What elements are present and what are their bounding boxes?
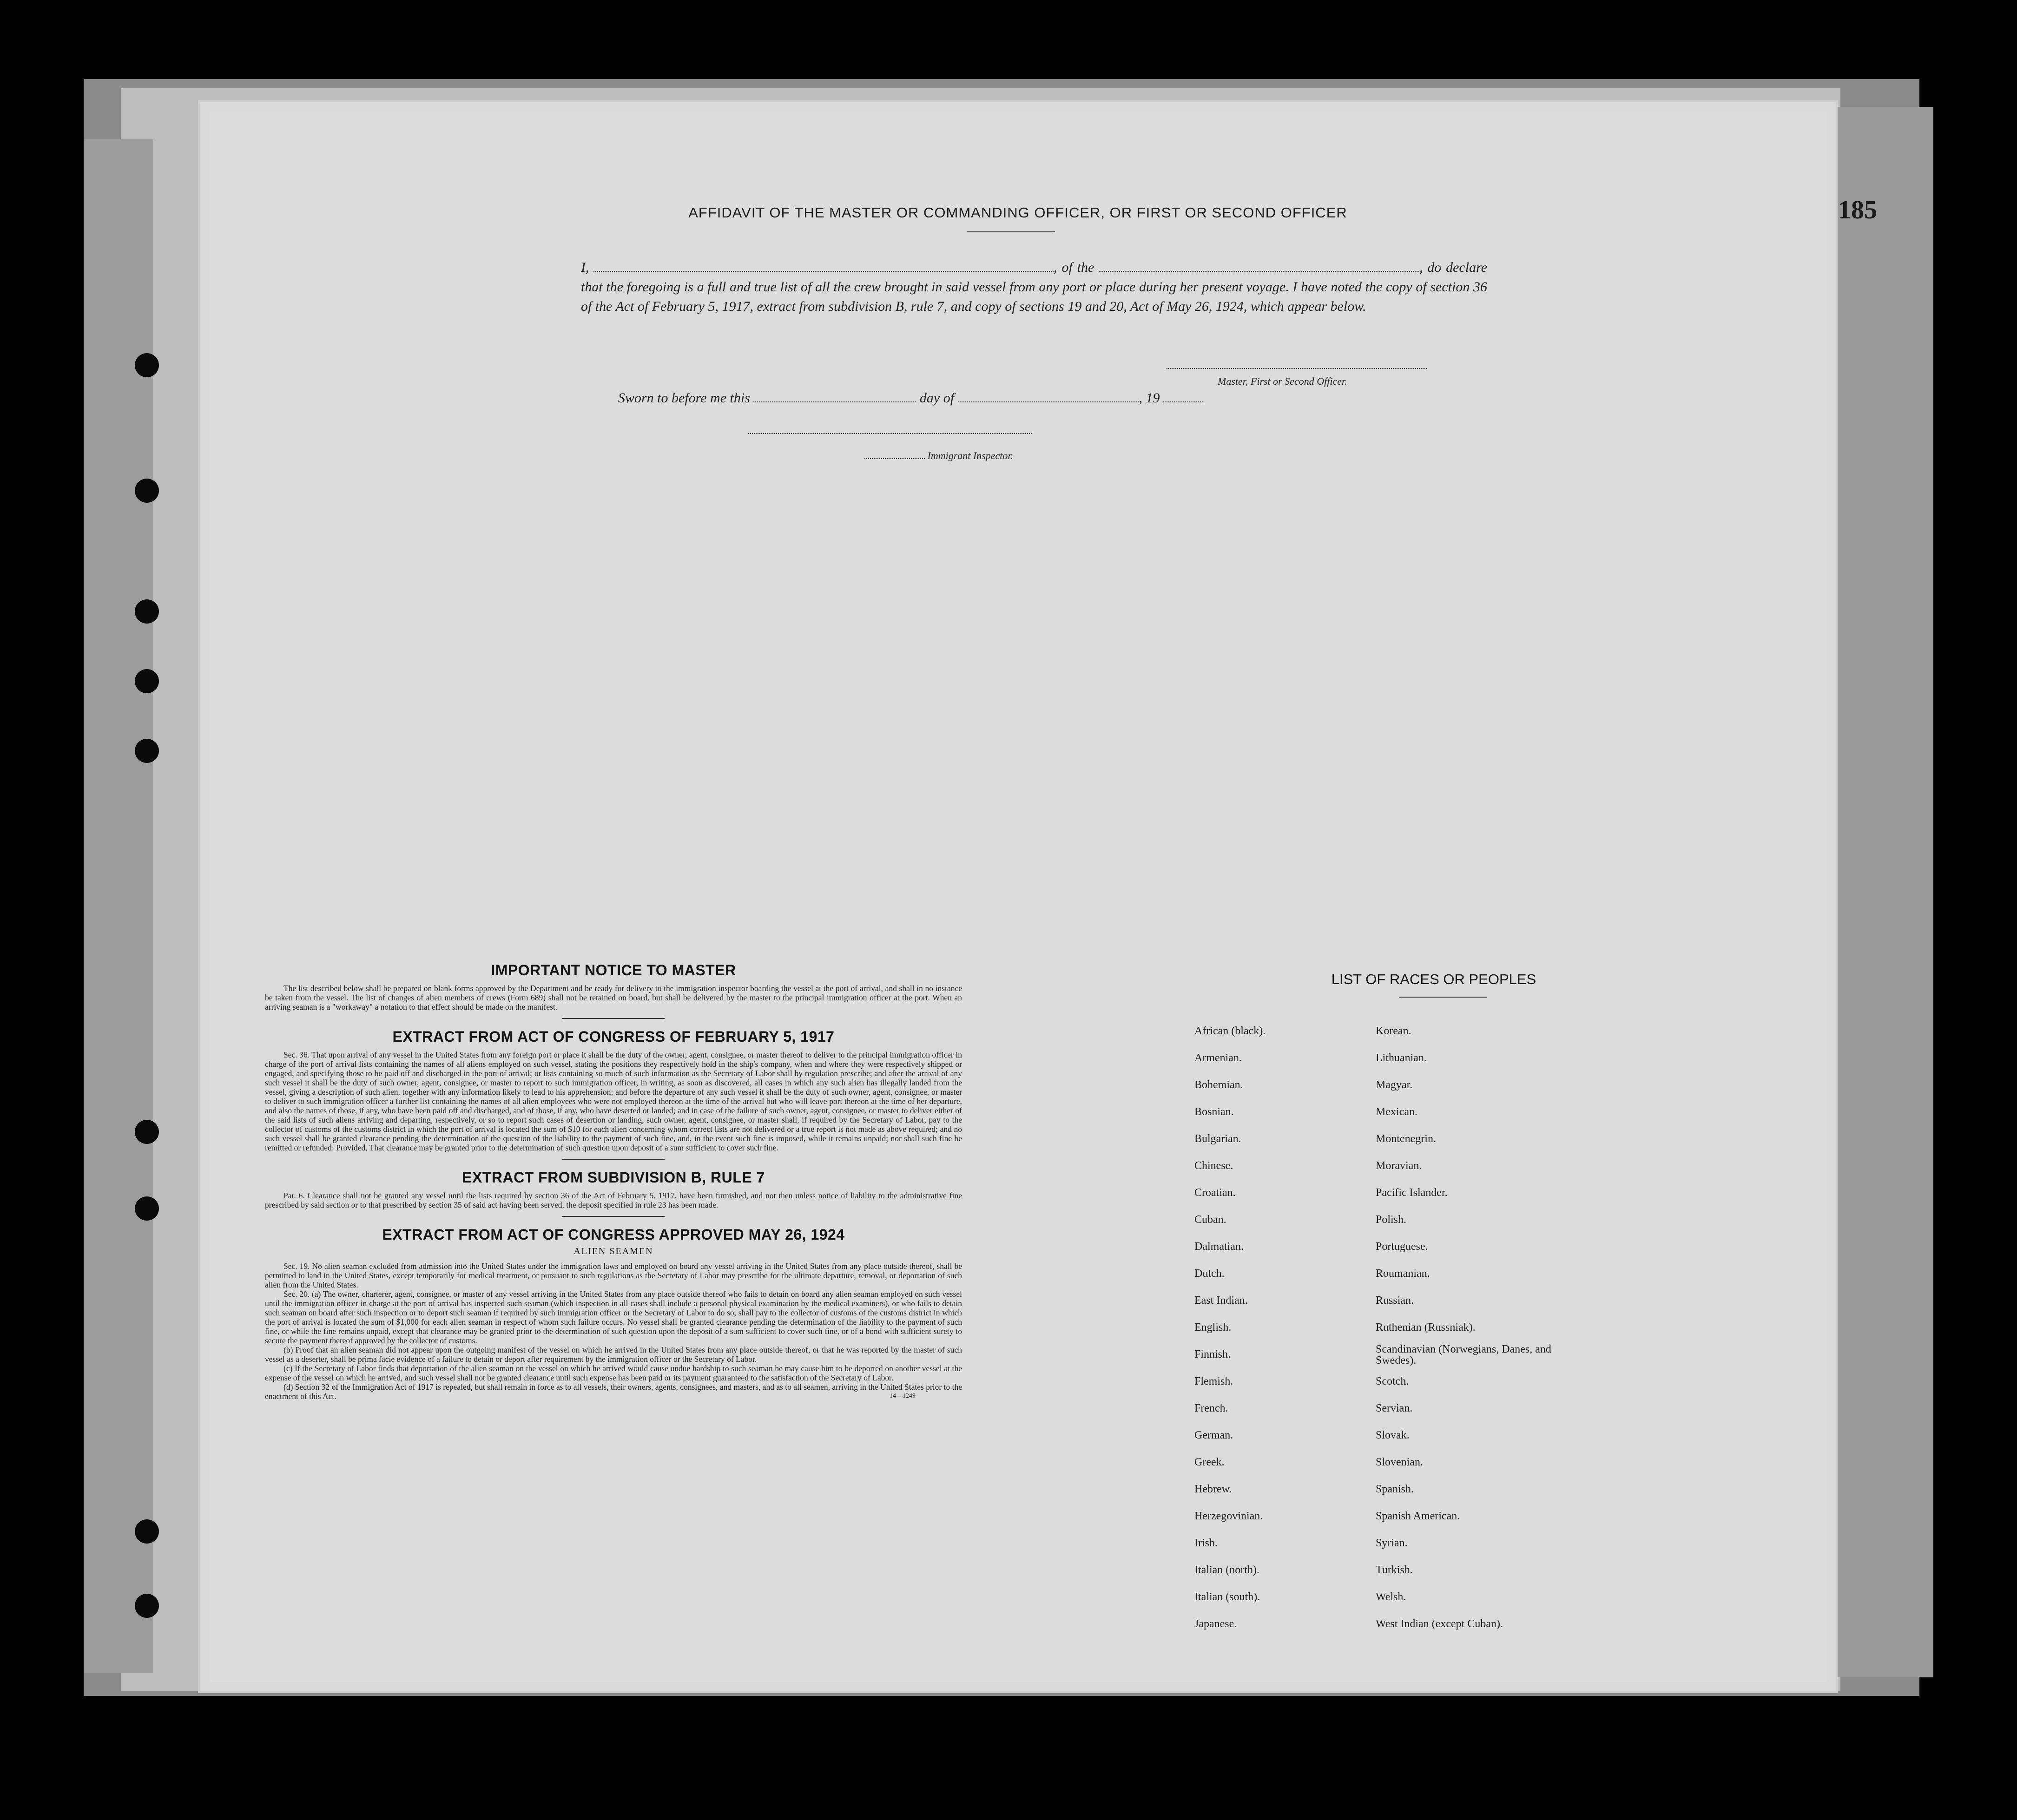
race-item: Ruthenian (Russniak). bbox=[1376, 1321, 1476, 1334]
affidavit-i: I, bbox=[581, 260, 589, 275]
notice-text bbox=[265, 984, 962, 1012]
race-item: Bosnian. bbox=[1194, 1106, 1234, 1118]
extract-1924-paragraph: Sec. 19. No alien seaman excluded from admission into the United States under the immigration laws and employed on board any vessel arriving in the United States from any place outside thereof, shall be permitted to land in the United States, except temporarily for medical treatment, or pursuant to such regulations as the Secretary of Labor may prescribe for the ultimate departure, removal, or deportation of such alien from the United States. bbox=[265, 1262, 962, 1289]
title-rule bbox=[967, 231, 1055, 232]
races-title-rule bbox=[1399, 997, 1487, 998]
races-left-column bbox=[1194, 1018, 1266, 1637]
binder-hole bbox=[135, 1594, 159, 1618]
master-signature-label: Master, First or Second Officer. bbox=[1218, 375, 1347, 387]
section-divider bbox=[562, 1018, 665, 1019]
race-item: Lithuanian. bbox=[1376, 1052, 1427, 1064]
binder-hole bbox=[135, 479, 159, 503]
form-code: 14—1249 bbox=[890, 1393, 916, 1399]
year-prefix: , 19 bbox=[1139, 390, 1160, 406]
day-of-label: day of bbox=[919, 390, 955, 406]
extract-1924-paragraph: Sec. 20. (a) The owner, charterer, agent, consignee, or master of any vessel arriving in the United States from any place outside thereof who fails to detain on board any alien seaman employed on such vessel until the immigration officer in charge at the port of arrival has inspected such seaman (which inspection in all cases shall include a personal physical examination by the medical examiners), or who fails to detain such seaman on board after such inspection or to deport such seaman if required by such immigration officer or the Secretary of Labor to do so, shall pay to the collector of customs of the customs district in which the port of arrival is located the sum of $1,000 for each alien seaman in respect of whom such failure occurs. No vessel shall be granted clearance pending the determination of the liability to the payment of such fine, or while the fine remains unpaid, except that clearance may be granted prior to the determination of such question upon the deposit of a sum sufficient to cover such fine, or of a bond with sufficient surety to secure the payment thereof approved by the collector of customs. bbox=[265, 1289, 962, 1345]
extract-1924-text bbox=[265, 1262, 962, 1401]
race-item: Servian. bbox=[1376, 1402, 1413, 1414]
race-item: Russian. bbox=[1376, 1294, 1414, 1307]
race-item: Polish. bbox=[1376, 1214, 1407, 1226]
race-item: Finnish. bbox=[1194, 1348, 1231, 1360]
sworn-before-label: Sworn to before me this bbox=[618, 390, 750, 406]
binder-hole bbox=[135, 599, 159, 624]
race-item: Greek. bbox=[1194, 1456, 1225, 1468]
race-item: Bulgarian. bbox=[1194, 1133, 1241, 1145]
race-item: Slovak. bbox=[1376, 1429, 1410, 1441]
race-item: Bohemian. bbox=[1194, 1079, 1243, 1091]
race-item: Croatian. bbox=[1194, 1187, 1236, 1199]
race-item: Portuguese. bbox=[1376, 1241, 1428, 1253]
notice-paragraph: The list described below shall be prepared on blank forms approved by the Department and be ready for delivery to the immigration inspector boarding the vessel at the port of arrival, and shall in no instance be taken from the vessel. The list of changes of alien members of crews (Form 689) shall not be retained on board, but shall be delivered by the master to the principal immigration officer at the port. When an arriving seaman is a "workaway" a notation to that effect should be made on the manifest. bbox=[265, 984, 962, 1012]
inspector-signature-line[interactable] bbox=[748, 433, 1032, 434]
race-item: Herzegovinian. bbox=[1194, 1510, 1263, 1522]
extract-1924-paragraph: (b) Proof that an alien seaman did not appear upon the outgoing manifest of the vessel on which he arrived in the United States from any place outside thereof, or that he was reported by the master of such vessel as a deserter, shall be prima facie evidence of a failure to detain or deport after requirement by the immigration officer or the Secretary of Labor. bbox=[265, 1345, 962, 1364]
race-item: Scandinavian (Norwegians, Danes, and Swedes). bbox=[1376, 1343, 1551, 1367]
race-item: Italian (south). bbox=[1194, 1591, 1260, 1603]
races-title: LIST OF RACES OR PEOPLES bbox=[1331, 971, 1536, 987]
races-right-column bbox=[1376, 1018, 1552, 1637]
affidavit-of-the: , of the bbox=[1054, 260, 1094, 275]
sworn-line bbox=[618, 390, 1203, 406]
race-item: Japanese. bbox=[1194, 1618, 1237, 1630]
day-blank[interactable] bbox=[753, 391, 916, 402]
alien-seamen-subheading: ALIEN SEAMEN bbox=[573, 1246, 653, 1256]
race-item: Turkish. bbox=[1376, 1564, 1413, 1576]
inspector-label: Immigrant Inspector. bbox=[927, 450, 1014, 461]
race-item: Italian (north). bbox=[1194, 1564, 1259, 1576]
race-item: Welsh. bbox=[1376, 1591, 1406, 1603]
notice-heading: IMPORTANT NOTICE TO MASTER bbox=[491, 962, 736, 979]
year-blank[interactable] bbox=[1163, 391, 1203, 402]
extract-1917-text bbox=[265, 1050, 962, 1152]
race-item: Slovenian. bbox=[1376, 1456, 1423, 1468]
binder-hole bbox=[135, 739, 159, 763]
section-divider bbox=[562, 1216, 665, 1217]
month-blank[interactable] bbox=[958, 391, 1139, 402]
race-item: Magyar. bbox=[1376, 1079, 1413, 1091]
binder-hole bbox=[135, 353, 159, 377]
binder-hole bbox=[135, 669, 159, 693]
race-item: Irish. bbox=[1194, 1537, 1218, 1549]
right-edge-strip bbox=[1836, 107, 1933, 1677]
race-item: Hebrew. bbox=[1194, 1483, 1232, 1495]
affidavit-body: that the foregoing is a full and true list of all the crew brought in said vessel from any port or place during her present voyage. I have noted the copy of section 36 of the Act of February 5, 1917, extract from subdivision B, rule 7, and copy of sections 19 and 20, Act of May 26, 1924, which appear below. bbox=[581, 279, 1487, 314]
notices-column bbox=[265, 962, 962, 1400]
race-item: French. bbox=[1194, 1402, 1228, 1414]
inspector-name-blank[interactable] bbox=[864, 452, 925, 459]
race-item: German. bbox=[1194, 1429, 1233, 1441]
extract-rule7-heading: EXTRACT FROM SUBDIVISION B, RULE 7 bbox=[462, 1169, 765, 1186]
extract-rule7-paragraph: Par. 6. Clearance shall not be granted any vessel until the lists required by section 36 of the Act of February 5, 1917, have been furnished, and not then unless notice of liability to the administrative fine prescribed by said section or to that prescribed by section 35 of said act having been served, the deposit specified in rule 23 has been made. bbox=[265, 1191, 962, 1209]
race-item: West Indian (except Cuban). bbox=[1376, 1618, 1503, 1630]
race-item: Armenian. bbox=[1194, 1052, 1242, 1064]
race-item: English. bbox=[1194, 1321, 1232, 1334]
extract-1924-paragraph: (c) If the Secretary of Labor finds that deportation of the alien seaman on the vessel on which he arrived would cause undue hardship to such seaman he may cause him to be deported on another vessel at the expense of the vessel on which he arrived, and such vessel shall not be granted clearance until such expense has been paid or its payment guaranteed to the satisfaction of the Secretary of Labor. bbox=[265, 1364, 962, 1382]
vessel-blank[interactable] bbox=[1099, 261, 1419, 272]
section-divider bbox=[562, 1159, 665, 1160]
page-number: 185 bbox=[1838, 196, 1877, 224]
inspector-label-row bbox=[864, 450, 1013, 462]
race-item: Scotch. bbox=[1376, 1375, 1409, 1387]
extract-1924-heading: EXTRACT FROM ACT OF CONGRESS APPROVED MAY 26, 1924 bbox=[382, 1226, 845, 1243]
race-item: African (black). bbox=[1194, 1025, 1266, 1037]
race-item: Spanish. bbox=[1376, 1483, 1414, 1495]
binder-hole bbox=[135, 1196, 159, 1221]
extract-1924-paragraph: (d) Section 32 of the Immigration Act of 1917 is repealed, but shall remain in force as to all vessels, their owners, agents, consignees, and masters, and as to all seamen, arriving in the United States prior to the enactment of this Act. bbox=[265, 1382, 962, 1401]
race-item: Syrian. bbox=[1376, 1537, 1408, 1549]
form-page-inner bbox=[209, 112, 1826, 1682]
form-page bbox=[200, 102, 1836, 1691]
race-item: Roumanian. bbox=[1376, 1268, 1430, 1280]
race-item: Dutch. bbox=[1194, 1268, 1225, 1280]
race-item: Flemish. bbox=[1194, 1375, 1233, 1387]
bleed-through bbox=[497, 437, 1041, 451]
extract-rule7-text bbox=[265, 1191, 962, 1209]
race-item: Pacific Islander. bbox=[1376, 1187, 1448, 1199]
race-item: Mexican. bbox=[1376, 1106, 1417, 1118]
race-item: Cuban. bbox=[1194, 1214, 1226, 1226]
race-item: Moravian. bbox=[1376, 1160, 1422, 1172]
extract-1917-heading: EXTRACT FROM ACT OF CONGRESS OF FEBRUARY 5, 1917 bbox=[392, 1028, 835, 1045]
affidavit-text bbox=[581, 258, 1487, 316]
race-item: Montenegrin. bbox=[1376, 1133, 1436, 1145]
affidavit-do-declare: , do declare bbox=[1419, 260, 1488, 275]
race-item: East Indian. bbox=[1194, 1294, 1248, 1307]
binder-hole bbox=[135, 1120, 159, 1144]
race-item: Spanish American. bbox=[1376, 1510, 1460, 1522]
race-item: Korean. bbox=[1376, 1025, 1411, 1037]
name-blank[interactable] bbox=[593, 261, 1054, 272]
affidavit-title: AFFIDAVIT OF THE MASTER OR COMMANDING OFFICER, OR FIRST OR SECOND OFFICER bbox=[688, 204, 1347, 221]
master-signature-line[interactable] bbox=[1167, 368, 1427, 369]
race-item: Dalmatian. bbox=[1194, 1241, 1244, 1253]
binder-hole bbox=[135, 1519, 159, 1544]
extract-1917-paragraph: Sec. 36. That upon arrival of any vessel in the United States from any foreign port or place it shall be the duty of the owner, agent, consignee, or master thereof to deliver to the principal immigration officer in charge of the port of arrival lists containing the names of all aliens employed on such vessel, stating the positions they respectively hold in the ship's company, when and where they were respectively shipped or engaged, and specifying those to be paid off and discharged in the port of arrival; or lists containing so much of such information as the Secretary of Labor shall by regulation prescribe; and after the arrival of any such vessel it shall be the duty of such owner, agent, consignee, or master to report to such immigration officer, in writing, as soon as discovered, all cases in which any such alien has illegally landed from the vessel, giving a description of such alien, together with any information likely to lead to his apprehension; and before the departure of any such vessel it shall be the duty of such owner, agent, consignee, or master to deliver to such immigration officer a further list containing the names of all alien employees who were not employed thereon at the time of the arrival but who will leave port thereon at the time of her departure, and also the names of those, if any, who have been paid off and discharged, and of those, if any, who have deserted or landed; and in case of the failure of such owner, agent, consignee, or master to deliver either of the said lists of such aliens arriving and departing, respectively, or so to report such cases of desertion or landing, such owner, agent, consignee, or master shall, if required by the Secretary of Labor, pay to the collector of customs of the customs district in which the port of arrival is located the sum of $10 for each alien concerning whom correct lists are not delivered or a true report is not made as above required; and no such vessel shall be granted clearance pending the determination of the question of the liability to the payment of such fine, and, in the event such fine is imposed, while it remains unpaid; nor shall such fine be remitted or refunded: Provided, That clearance may be granted prior to the determination of such question upon deposit of a sum sufficient to cover such fine. bbox=[265, 1050, 962, 1152]
race-item: Chinese. bbox=[1194, 1160, 1233, 1172]
